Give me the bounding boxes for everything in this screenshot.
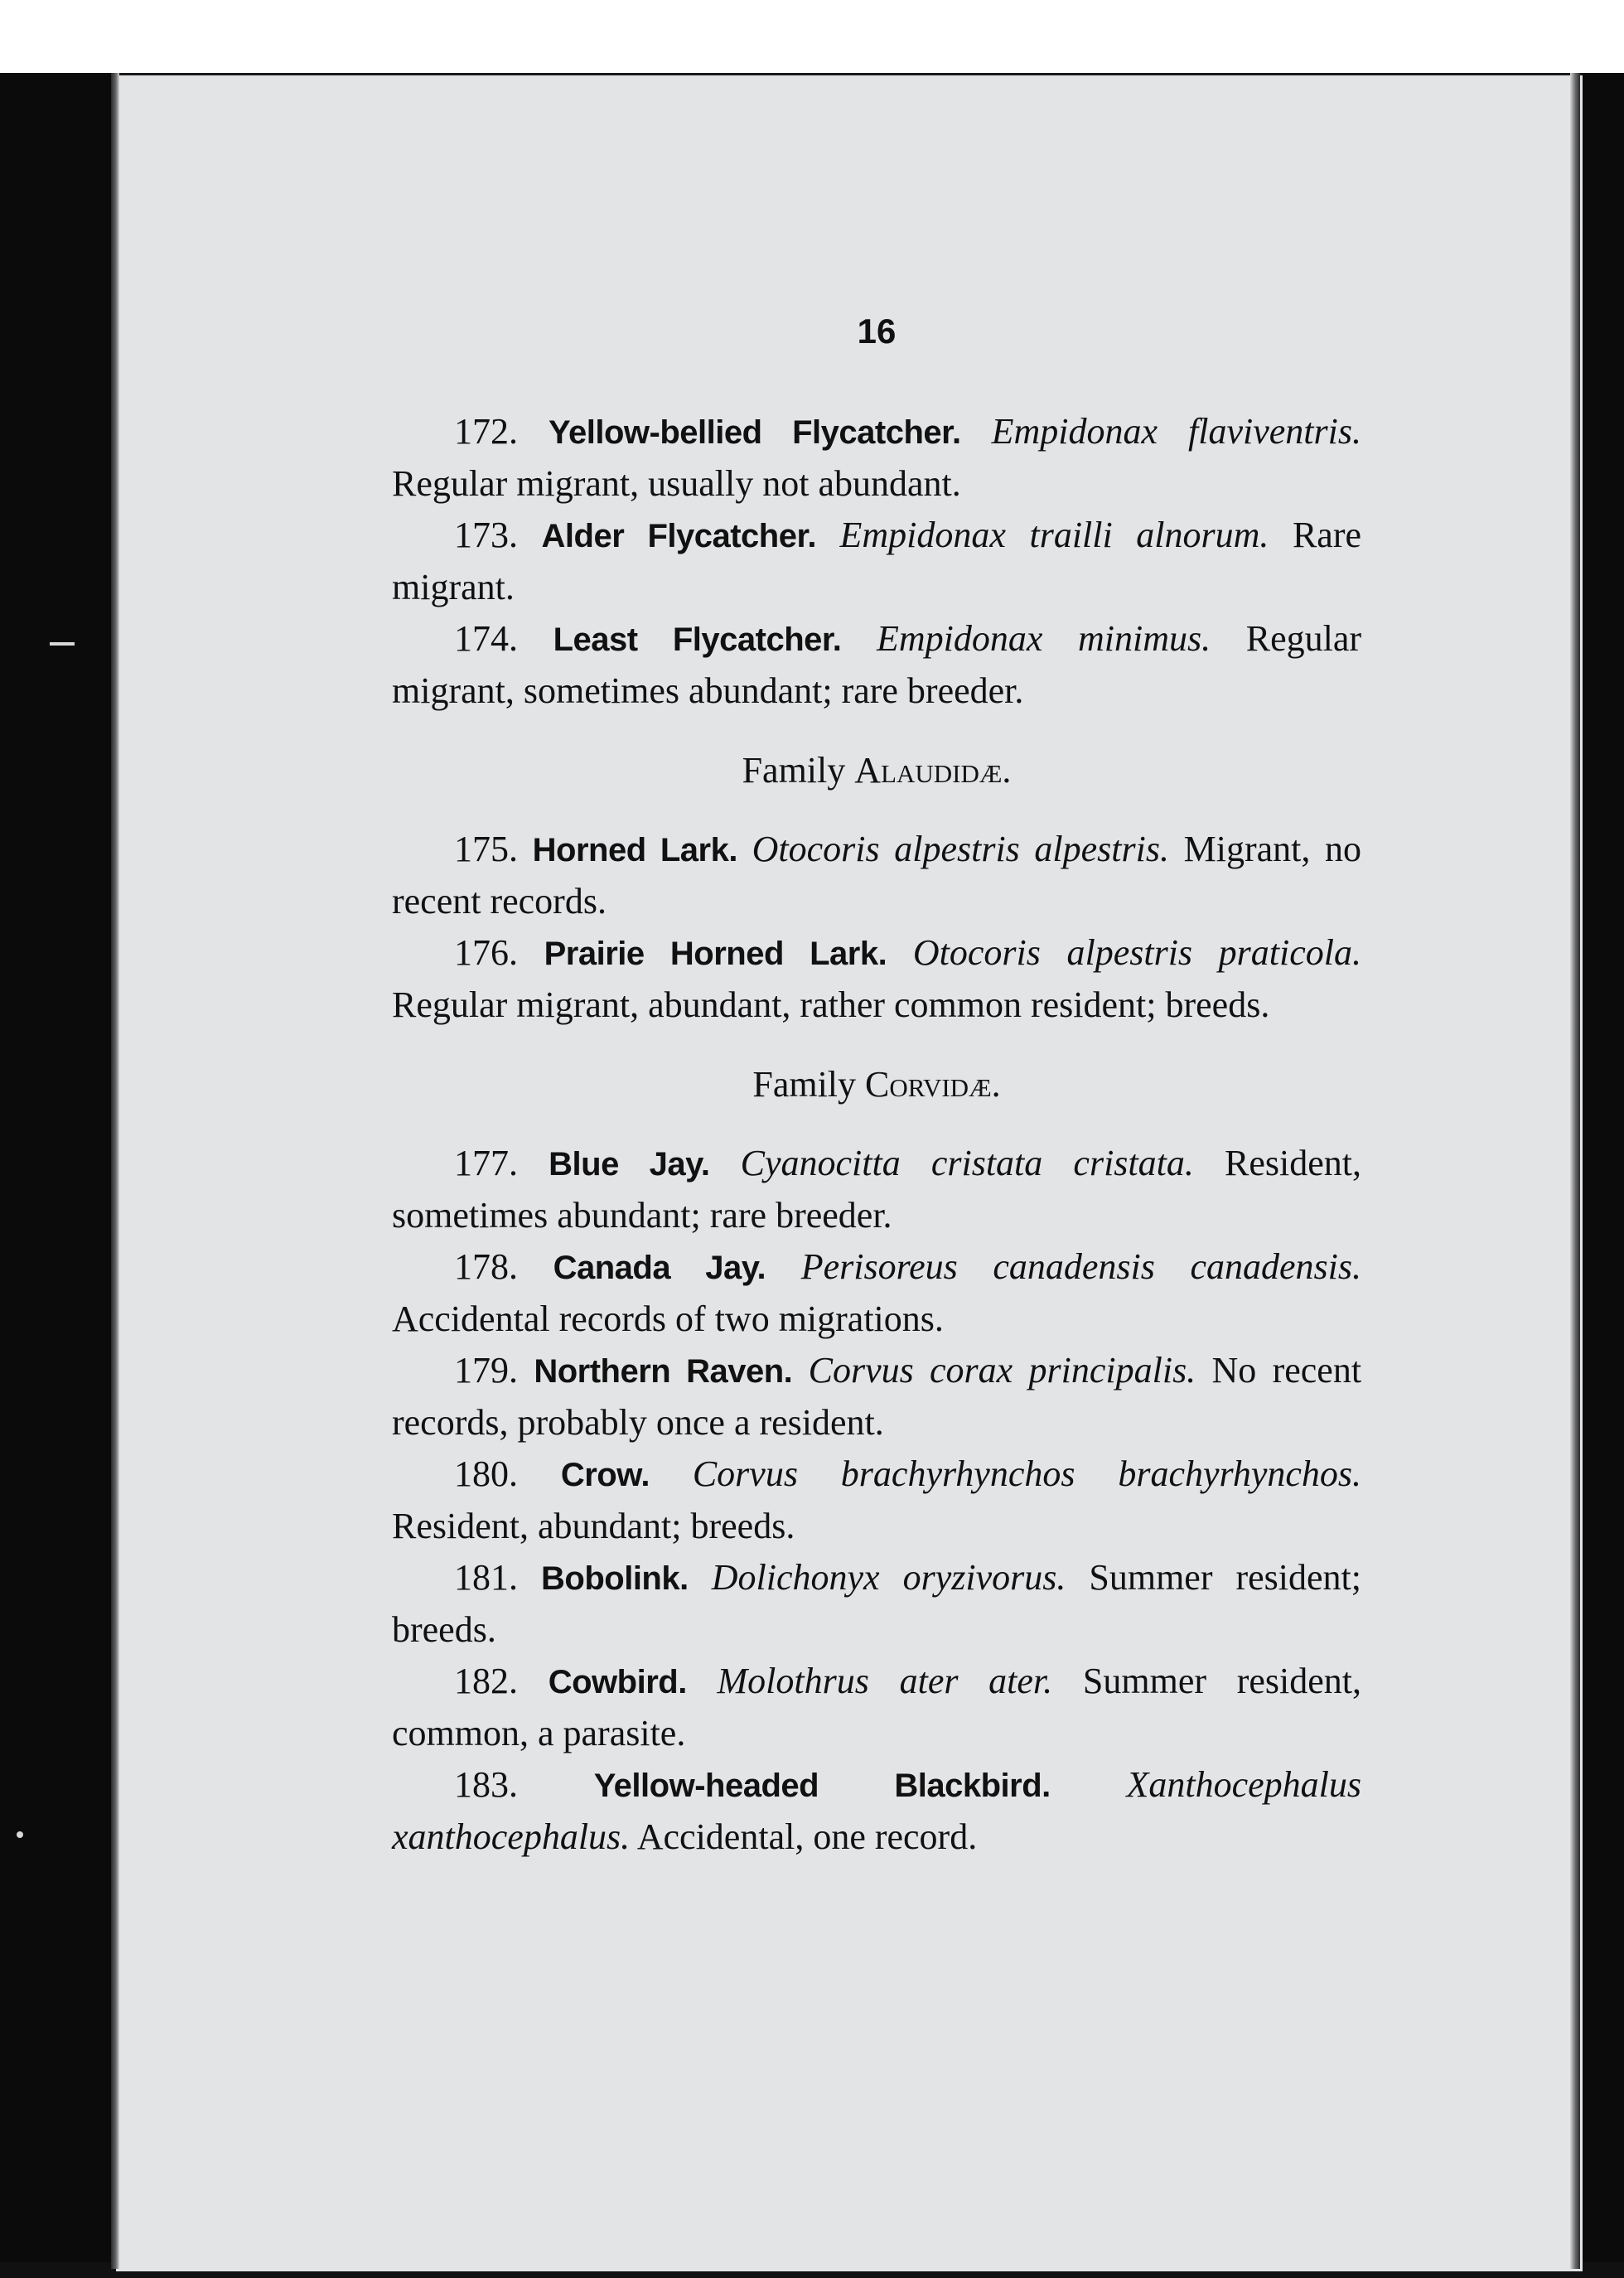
scientific-name: Cyanocitta cristata cristata. [740,1143,1194,1183]
common-name: Canada Jay. [553,1250,766,1286]
entry-number: 177. [454,1143,518,1183]
species-entry [392,1759,1361,1862]
scientific-name: Empidonax flaviventris. [991,411,1361,452]
entry-number: 173. [454,515,518,555]
scientific-name: Corvus corax principalis. [808,1350,1196,1390]
common-name: Crow. [560,1457,650,1493]
common-name: Cowbird. [548,1664,687,1700]
scientific-name: Dolichonyx oryzivorus. [711,1557,1066,1598]
species-entry [392,510,1361,612]
entry-number: 182. [454,1661,518,1701]
status-text: Migrant, no recent records. [392,829,1361,921]
right-scan-border [1580,73,1624,2278]
family-label: Family [742,750,846,791]
common-name: Prairie Horned Lark. [544,936,887,972]
species-list [392,406,1361,1863]
species-entry [392,1345,1361,1448]
common-name: Horned Lark. [532,832,737,868]
common-name: Blue Jay. [549,1146,710,1183]
status-text: Summer resident; breeds. [392,1557,1361,1650]
status-text: Accidental, one record. [636,1816,978,1857]
status-text: No recent records, probably once a resident. [392,1350,1362,1443]
left-scan-border [0,73,111,2278]
scan-speck [50,642,75,646]
entry-number: 179. [454,1350,518,1390]
scientific-name: Perisoreus canadensis canadensis. [800,1246,1362,1287]
page-number: 16 [857,312,897,351]
entry-number: 172. [454,411,518,452]
scientific-name: Empidonax minimus. [876,618,1211,659]
common-name: Least Flycatcher. [553,621,842,658]
species-entry [392,927,1361,1030]
scan-speck [17,1831,23,1838]
scientific-name: Corvus brachyrhynchos brachyrhynchos. [692,1453,1362,1494]
entry-number: 181. [454,1557,518,1598]
status-text: Regular migrant, abundant, rather common resident; breeds. [392,984,1270,1025]
scientific-name: Molothrus ater ater. [717,1661,1053,1701]
species-entry [392,1138,1361,1241]
scientific-name: Empidonax trailli alnorum. [839,515,1269,555]
family-label: Family [752,1064,857,1105]
right-page-edge [1570,73,1580,2269]
common-name: Northern Raven. [534,1353,793,1390]
entry-number: 180. [454,1453,518,1494]
species-entry [392,824,1361,926]
common-name: Yellow-headed Blackbird. [593,1768,1051,1804]
common-name: Yellow-bellied Flycatcher. [549,414,961,451]
status-text: Resident, abundant; breeds. [392,1506,795,1546]
status-text: Accidental records of two migrations. [392,1299,944,1339]
top-margin [0,0,1624,73]
scientific-name: Otocoris alpestris praticola. [912,932,1361,973]
scientific-name: Otocoris alpestris alpestris. [752,829,1169,869]
entry-number: 176. [454,932,518,973]
entry-number: 174. [454,618,518,659]
common-name: Bobolink. [541,1560,689,1597]
entry-number: 183. [454,1764,518,1805]
family-heading [392,1059,1361,1110]
status-text: Rare migrant. [392,515,1361,607]
species-entry [392,1656,1361,1758]
family-name: Alaudidæ. [854,750,1012,791]
species-entry [392,406,1361,509]
species-entry [392,1449,1361,1551]
species-entry [392,1241,1361,1344]
entry-number: 178. [454,1246,518,1287]
status-text: Regular migrant, usually not abundant. [392,463,961,504]
entry-number: 175. [454,829,518,869]
species-entry [392,1552,1361,1655]
status-text: Summer resident, common, a parasite. [392,1661,1362,1753]
family-heading [392,745,1361,796]
family-name: Corvidæ. [865,1064,1001,1105]
left-page-edge [111,73,119,2269]
species-entry [392,613,1361,716]
status-text: Resident, sometimes abundant; rare breeder. [392,1143,1361,1236]
common-name: Alder Flycatcher. [541,518,816,554]
scientific-name: Xanthocephalus xanthocephalus. [392,1764,1361,1857]
status-text: Regular migrant, sometimes abundant; rare breeder. [392,618,1362,711]
